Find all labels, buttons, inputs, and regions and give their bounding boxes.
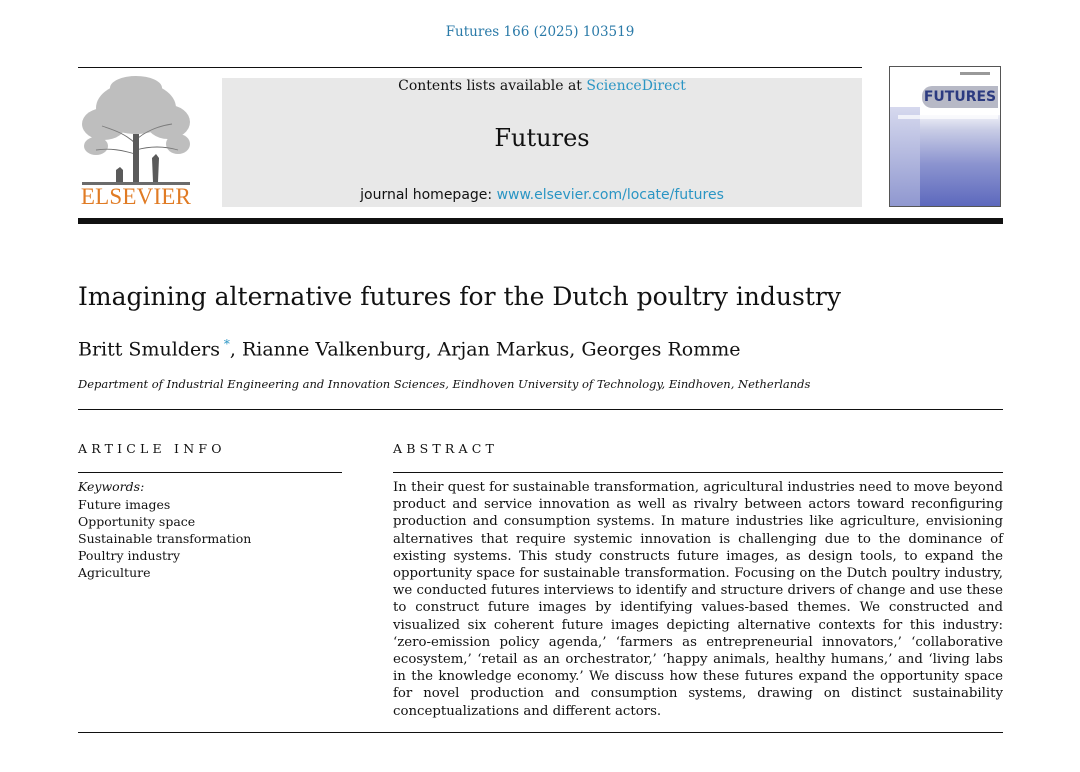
cover-subtitle-line <box>898 115 998 119</box>
elsevier-wordmark: ELSEVIER <box>80 184 192 209</box>
author-name[interactable]: Georges Romme <box>581 338 741 361</box>
top-divider <box>78 67 862 68</box>
abstract-text: In their quest for sustainable transformation, agricultural industries need to move beyond product and service innovation as well as rivalry between actors toward reconfiguring production and consumption systems. In mature industries like agriculture, envisioning alternatives that require systemic innovation is challenging due to the dominance of existing systems. This study constructs future images, as design tools, to expand the opportunity space for sustainable transformation. Focusing on the Dutch poultry industry, we conducted futures interviews to identify and structure drivers of change and use these to construct future images by identifying values-based themes. We constructed and visualized six coherent future images depicting alternative contexts for this industry: ‘zero-emission policy agenda,’ ‘farmers as entrepreneurial innovators,’ ‘collaborative ecosystem,’ ‘retail as an orchestrator,’ ‘happy animals, healthy humans,’ and ‘living labs in the knowledge economy.’ We discuss how these futures expand the opportunity space for novel production and consumption systems, drawing on distinct sustainability conceptualizations and different actors. <box>393 480 1003 719</box>
author-name[interactable]: Arjan Markus <box>437 338 570 361</box>
keyword-item[interactable]: Future images <box>78 497 171 512</box>
bottom-divider <box>78 732 1003 733</box>
abstract-heading: ABSTRACT <box>393 441 499 456</box>
contents-line <box>222 78 862 94</box>
keyword-item[interactable]: Sustainable transformation <box>78 531 252 546</box>
keywords-label: Keywords: <box>78 479 145 494</box>
author-name[interactable]: Britt Smulders <box>78 338 221 361</box>
title-divider <box>78 409 1003 410</box>
abstract-divider <box>393 472 1003 473</box>
journal-name: Futures <box>494 124 590 152</box>
homepage-prefix: journal homepage: <box>360 187 497 203</box>
contents-prefix: Contents lists available at <box>398 78 587 94</box>
journal-cover-image <box>889 66 1001 207</box>
header-thick-divider <box>78 218 1003 224</box>
author-name[interactable]: Rianne Valkenburg <box>241 338 426 361</box>
author-list: Britt Smulders *, Rianne Valkenburg, Arjan Markus, Georges Romme <box>78 337 741 361</box>
cover-title: FUTURES <box>922 86 998 108</box>
article-title: Imagining alternative futures for the Dutch poultry industry <box>78 282 841 311</box>
keyword-item[interactable]: Opportunity space <box>78 514 196 529</box>
sciencedirect-link[interactable]: ScienceDirect <box>586 78 686 94</box>
article-info-heading: ARTICLE INFO <box>78 441 226 456</box>
keyword-item[interactable]: Poultry industry <box>78 548 181 563</box>
keyword-list <box>78 496 251 581</box>
cover-side-strip <box>890 107 920 207</box>
keyword-item[interactable]: Agriculture <box>78 565 151 580</box>
article-info-divider <box>78 472 342 473</box>
journal-citation[interactable]: Futures 166 (2025) 103519 <box>445 24 635 40</box>
corresponding-author-mark[interactable]: * <box>220 337 230 351</box>
cover-issn-mark <box>960 72 990 75</box>
homepage-link[interactable]: www.elsevier.com/locate/futures <box>496 187 724 203</box>
author-affiliation: Department of Industrial Engineering and Innovation Sciences, Eindhoven University of Technology, Eindhoven, Netherlands <box>78 377 811 391</box>
homepage-line <box>222 187 862 203</box>
